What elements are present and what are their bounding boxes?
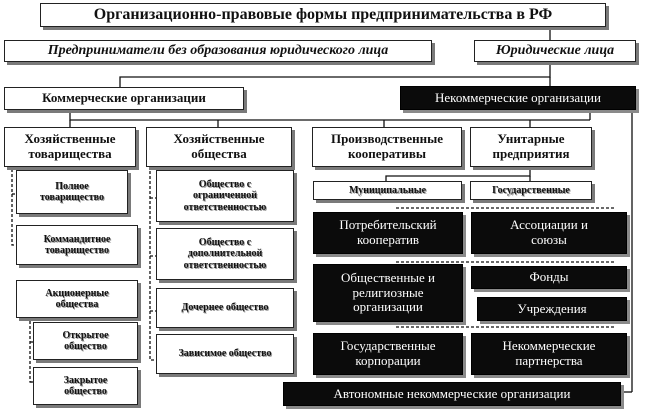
entrepreneurs-without-legal-entity: Предприниматели без образования юридического лица [4, 40, 432, 62]
commercial-organizations: Коммерческие организации [4, 87, 244, 110]
consumer-cooperative: Потребительский кооператив [313, 212, 463, 254]
limited-partnership: Коммандитное товарищество [16, 225, 138, 265]
joint-stock-companies: Акционерные общества [16, 280, 138, 318]
noncommercial-partnerships: Некоммерческие партнерства [471, 333, 627, 375]
business-partnerships: Хозяйственные товарищества [4, 127, 136, 167]
funds: Фонды [471, 266, 627, 289]
unitary-enterprises: Унитарные предприятия [470, 127, 592, 167]
llc: Общество с ограниченной ответственностью [156, 170, 294, 222]
autonomous-noncommercial-organizations: Автономные некоммерческие организации [283, 382, 621, 406]
closed-company: Закрытое общество [33, 367, 138, 405]
open-company: Открытое общество [33, 322, 138, 360]
dependent-company: Зависимое общество [156, 334, 294, 374]
municipal-enterprises: Муниципальные [313, 181, 462, 200]
legal-entities: Юридические лица [474, 40, 636, 62]
public-and-religious-organizations: Общественные и религиозные организации [313, 264, 463, 322]
production-cooperatives: Производственные кооперативы [312, 127, 462, 167]
subsidiary-company: Дочернее общество [156, 288, 294, 328]
institutions: Учреждения [477, 297, 627, 321]
business-companies: Хозяйственные общества [146, 127, 292, 167]
full-partnership: Полное товарищество [16, 170, 128, 214]
state-enterprises: Государственные [470, 181, 592, 200]
noncommercial-organizations: Некоммерческие организации [400, 86, 636, 110]
diagram-title: Организационно-правовые формы предпринимательства в РФ [40, 3, 606, 27]
associations-and-unions: Ассоциации и союзы [471, 212, 627, 254]
additional-liability-company: Общество с дополнительной ответственностью [156, 228, 294, 280]
state-corporations: Государственные корпорации [313, 333, 463, 375]
